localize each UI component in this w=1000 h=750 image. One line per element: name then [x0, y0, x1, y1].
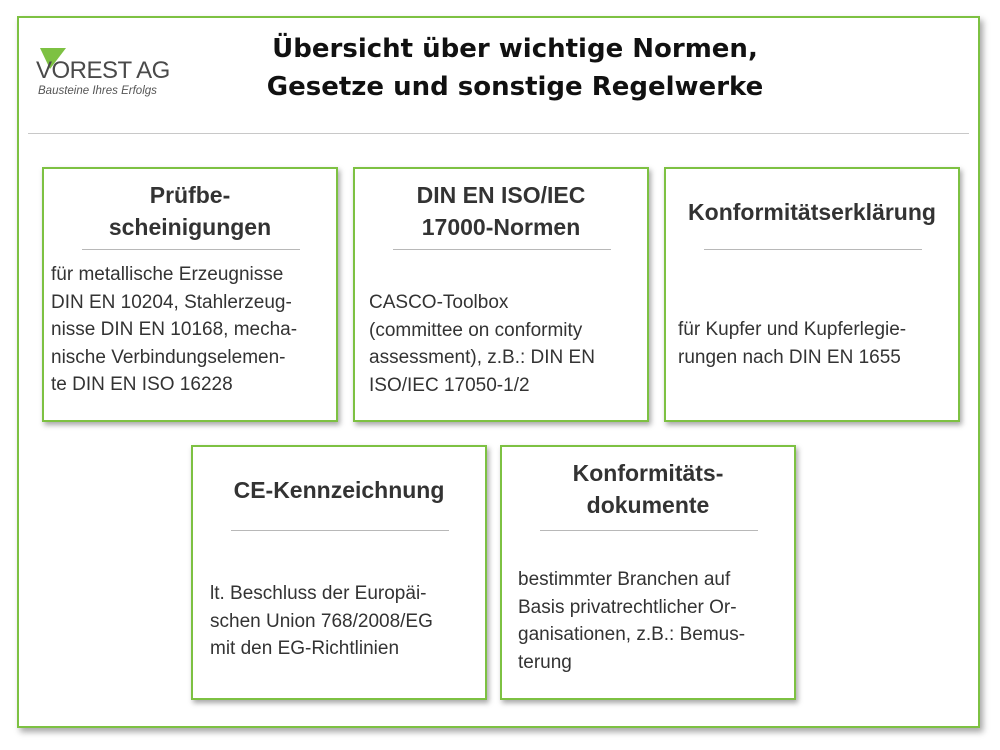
logo-name: VOREST AG — [36, 57, 170, 84]
card-heading-line: CE-Kennzeichnung — [233, 477, 445, 503]
card-heading-line: DIN EN ISO/IEC — [416, 182, 586, 208]
card-heading — [666, 196, 958, 228]
card-body-line: ISO/IEC 17050-1/2 — [369, 374, 530, 396]
card-body-line: nische Verbindungselemen- — [51, 346, 286, 368]
card-body-line: bestimmter Branchen auf — [518, 569, 731, 590]
card-body-line: ganisationen, z.B.: Bemus- — [518, 624, 746, 645]
card-heading-line: Konformitäts- — [572, 460, 724, 486]
card-body-line: lt. Beschluss der Europäi- — [210, 583, 427, 604]
logo-tagline: Bausteine Ihres Erfolgs — [38, 85, 157, 97]
card-divider — [82, 249, 300, 250]
card-konformitaetsdokumente — [500, 445, 796, 700]
card-heading — [193, 474, 485, 506]
card-body-line: assessment), z.B.: DIN EN — [369, 347, 595, 368]
card-body-line: Basis privatrechtlicher Or- — [518, 596, 737, 618]
page-title — [200, 30, 830, 106]
title-line-1: Übersicht über wichtige Normen, — [272, 34, 758, 64]
card-divider — [231, 530, 449, 531]
card-body-line: mit den EG-Richtlinien — [210, 638, 400, 659]
card-divider — [540, 530, 758, 531]
card-heading-line: dokumente — [586, 492, 710, 518]
card-konformitaetserklaerung — [664, 167, 960, 422]
card-heading — [502, 457, 794, 521]
card-ce-kennzeichnung — [191, 445, 487, 700]
card-divider — [704, 249, 922, 250]
card-body-line: te DIN EN ISO 16228 — [51, 374, 233, 395]
card-heading-line: 17000-Normen — [421, 214, 581, 240]
card-heading — [44, 179, 336, 243]
card-body-line: für metallische Erzeugnisse — [51, 264, 284, 285]
card-heading-line: scheinigungen — [108, 214, 272, 240]
card-body-line: schen Union 768/2008/EG — [210, 610, 433, 632]
card-body — [369, 289, 595, 399]
title-divider — [28, 133, 969, 134]
title-line-2: Gesetze und sonstige Regelwerke — [266, 72, 764, 102]
card-body-line: rungen nach DIN EN 1655 — [678, 346, 901, 368]
card-body-line: für Kupfer und Kupferlegie- — [678, 319, 907, 340]
card-body — [678, 316, 906, 371]
company-logo — [36, 48, 176, 104]
card-body-line: nisse DIN EN 10168, mecha- — [51, 319, 298, 340]
card-body-line: CASCO-Toolbox — [369, 292, 509, 313]
card-body-line: terung — [518, 651, 572, 673]
card-body — [51, 261, 297, 399]
card-pruefbescheinigungen — [42, 167, 338, 422]
card-heading-line: Konformitätserklärung — [688, 199, 936, 225]
card-heading-line: Prüfbe- — [149, 182, 231, 208]
card-divider — [393, 249, 611, 250]
card-body — [210, 580, 433, 663]
card-din-en-iso-iec-17000 — [353, 167, 649, 422]
card-body-line: (committee on conformity — [369, 319, 583, 341]
card-heading — [355, 179, 647, 243]
card-body-line: DIN EN 10204, Stahlerzeug- — [51, 291, 292, 313]
card-body — [518, 566, 745, 676]
